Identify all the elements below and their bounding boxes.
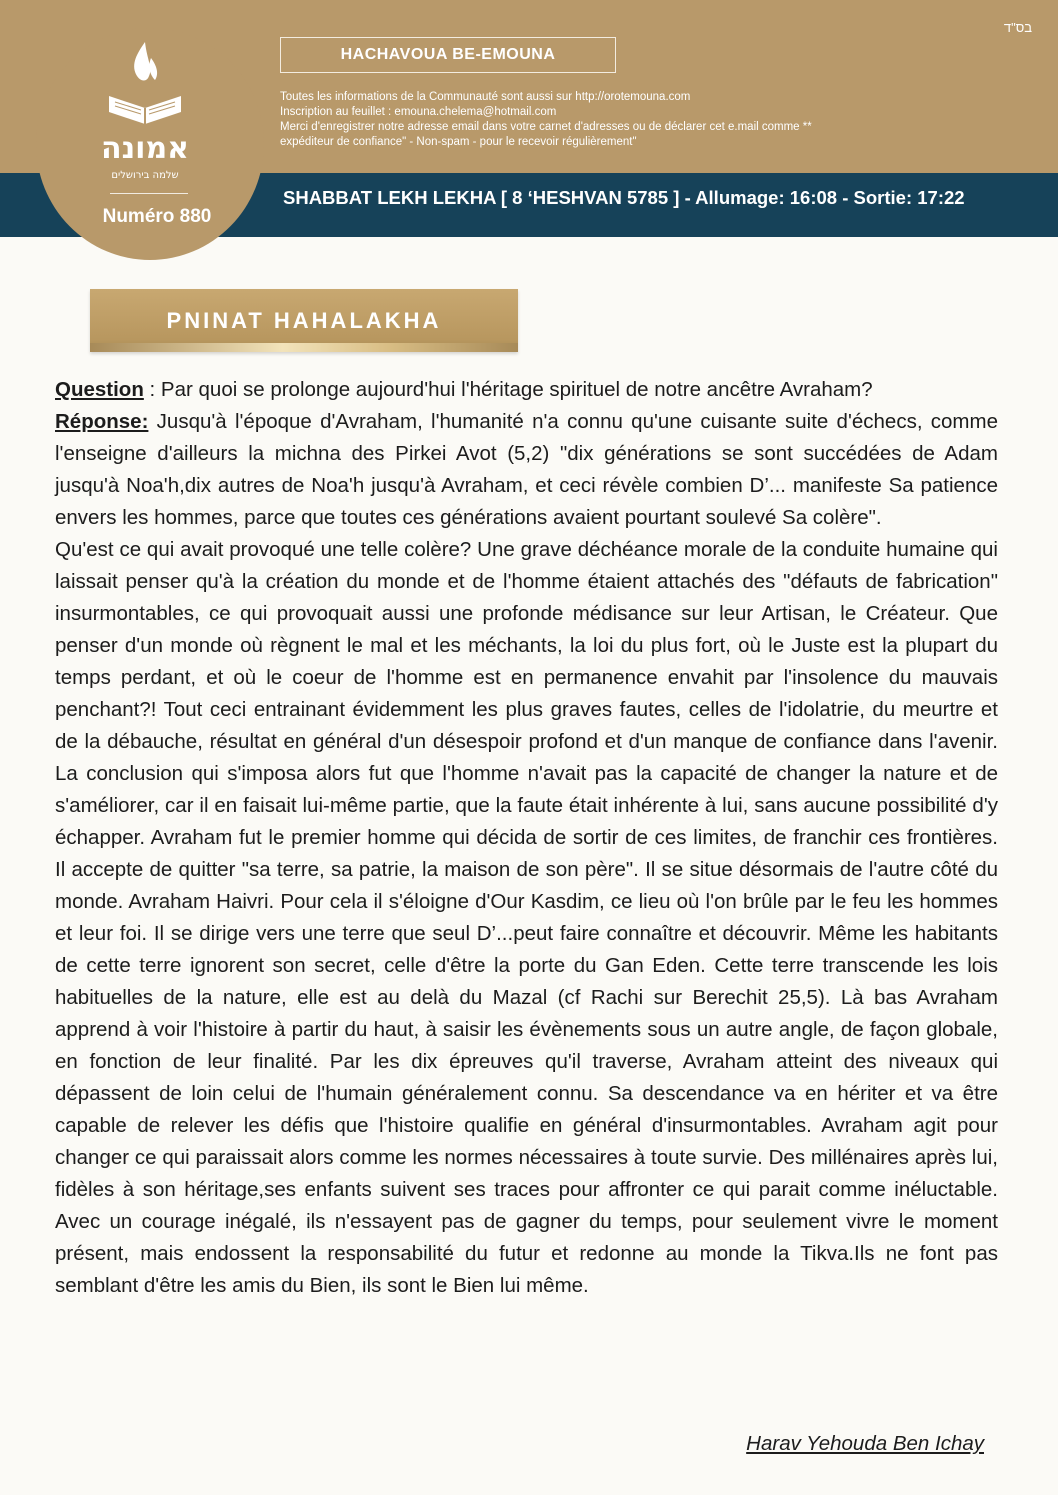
emouna-logo-icon xyxy=(95,38,195,188)
logo-divider xyxy=(110,193,188,194)
question-text: : Par quoi se prolonge aujourd'hui l'héritage spirituel de notre ancêtre Avraham? xyxy=(143,378,873,401)
answer-label: Réponse: xyxy=(55,410,149,433)
section-banner xyxy=(90,289,518,352)
answer-paragraph xyxy=(55,406,998,534)
banner-shine xyxy=(90,343,518,352)
question-paragraph xyxy=(55,374,998,406)
info-line: expéditeur de confiance" - Non-spam - pour le recevoir régulièrement" xyxy=(280,136,637,148)
newsletter-title: HACHAVOUA BE-EMOUNA xyxy=(280,37,616,73)
author-signature: Harav Yehouda Ben Ichay xyxy=(746,1432,984,1455)
shabbat-times: SHABBAT LEKH LEKHA [ 8 ‘HESHVAN 5785 ] - Allumage: 16:08 - Sortie: 17:22 xyxy=(283,187,965,208)
info-line: Toutes les informations de la Communauté sont aussi sur http://orotemouna.com xyxy=(280,91,691,103)
article-body xyxy=(55,374,998,1302)
info-line: Inscription au feuillet : emouna.chelema@hotmail.com xyxy=(280,106,557,118)
body-paragraph: Qu'est ce qui avait provoqué une telle colère? Une grave déchéance morale de la conduite humaine qui laissait penser qu'à la création du monde et de l'homme étaient attachés des "défauts de fabrication" insurmontables, ce qui provoquait aussi une profonde médisance sur leur Artisan, le Créateur. Que penser d'un monde où règnent le mal et les méchants, la loi du plus fort, où le Juste est la plupart du temps perdant, et où le coeur de l'homme est en permanence envahit par l'insolence du mauvais penchant?! Tout ceci entrainant évidemment les plus graves fautes, celles de l'idolatrie, du meurtre et de la débauche, résultat en général d'un désespoir profond et d'un manque de confiance dans l'avenir. La conclusion qui s'imposa alors fut que l'homme n'avait pas la capacité de changer la nature et de s'améliorer, car il en faisait lui-même partie, que la faute était inhérente à lui, sans aucune possibilité d'y échapper. Avraham fut le premier homme qui décida de sortir de ces limites, de franchir ces frontières. Il accepte de quitter "sa terre, sa patrie, la maison de son père". Il se situe désormais de l'autre côté du monde. Avraham Haivri. Pour cela il s'éloigne d'Our Kasdim, ce lieu où l'on brûle par le feu les hommes et leur foi. Il se dirige vers une terre que seul D’...peut faire connaître et découvrir. Même les habitants de cette terre ignorent son secret, celle d'être la porte du Gan Eden. Cette terre transcende les lois habituelles de la nature, elle est au delà du Mazal (cf Rachi sur Berechit 25,5). Là bas Avraham apprend à voir l'histoire à partir du haut, à saisir les évènements sous un autre angle, de façon globale, en fonction de leur finalité. Par les dix épreuves qu'il traverse, Avraham atteint des niveaux qui dépassent de loin celui de l'humain généralement connu. Sa descendance va en hériter et va être capable de relever les défis que l'histoire qualifie en général d'insurmontables. Avraham agit pour changer ce qui paraissait alors comme les normes nécessaires à toute survie. Des millénaires après lui, fidèles à son héritage,ses enfants suivent ses traces pour affronter ce qui parait comme inéluctable. Avec un courage inégalé, ils n'essayent pas de gagner du temps, pour seulement vivre le moment présent, mais endossent la responsabilité du futur et redonne au monde la Tikva.Ils ne font pas semblant d'être les amis du Bien, ils sont le Bien lui même. xyxy=(55,538,998,1297)
bsd-mark: בס"ד xyxy=(1003,20,1032,35)
section-title: PNINAT HAHALAKHA xyxy=(166,308,442,333)
info-line: Merci d'enregistrer notre adresse email dans votre carnet d'adresses ou de déclarer cet e.mail comme ** xyxy=(280,121,812,133)
info-block xyxy=(280,90,940,150)
logo-wordmark: אמונה xyxy=(100,131,190,166)
logo-subtext: שלמה בירושלים xyxy=(111,170,179,181)
issue-number: Numéro 880 xyxy=(102,206,212,227)
question-label: Question xyxy=(55,378,144,401)
answer-text: Jusqu'à l'époque d'Avraham, l'humanité n'a connu qu'une cuisante suite d'échecs, comme l'enseigne d'ailleurs la michna des Pirkei Avot (5,2) "dix générations se sont succédées de Adam jusqu'à Noa'h,dix autres de Noa'h jusqu'à Avraham, et ceci révèle combien D’... manifeste Sa patience envers les hommes, parce que toutes ces générations avaient pourtant soulevé Sa colère". xyxy=(55,410,998,529)
